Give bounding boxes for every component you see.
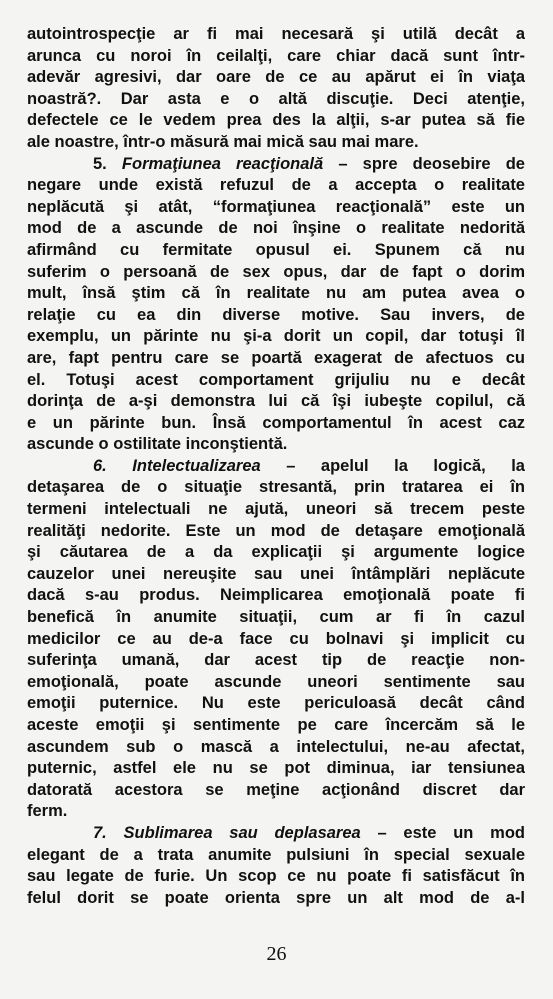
text-line: elegant de a trata anumite pulsiuni în special sexuale — [27, 845, 525, 864]
text-line: datorată acestora se meţine acţionând discret dar — [27, 780, 525, 799]
text-line: dorinţa de a-şi demonstra lui că îşi iubeşte copilul, că — [27, 392, 525, 411]
text-line: ascundem sub o mască a intelectului, ne-au afectat, — [27, 737, 525, 756]
text-line: defectele ce le vedem prea des la alţii, s-ar putea să fie — [27, 111, 525, 130]
text-line: suferim o persoană de sex opus, dar de fapt o dorim — [27, 262, 525, 281]
section-title: Sublimarea sau deplasarea — [123, 823, 361, 842]
text-line: felul dorit se poate orienta spre un alt mod de a-l — [27, 888, 525, 907]
text-line: medicilor ce au de-a face cu bolnavi şi implicit cu — [27, 629, 525, 648]
text-line: exemplu, un părinte nu şi-a dorit un copil, dar totuşi îl — [27, 327, 525, 346]
text-line: emoţională, poate ascunde uneori sentimente sau — [27, 672, 525, 691]
text-line: termeni intelectuali ne ajută, uneori să trecem peste — [27, 500, 525, 519]
text-line: afirmând cu fermitate opusul ei. Spunem că nu — [27, 240, 525, 259]
page-body — [27, 24, 525, 909]
section-lead-text: – este un mod — [360, 823, 525, 842]
text-line: are, fapt pentru care se poartă exagerat de afectuos cu — [27, 348, 525, 367]
section-heading-line — [27, 823, 525, 845]
text-line: aceste emoţii şi sentimente pe care încercăm să le — [27, 716, 525, 734]
text-line: puternic, astfel ele nu se pot diminua, iar tensiunea — [27, 759, 525, 778]
text-line: neplăcută şi atât, “formaţiunea reacţională” este un — [27, 197, 525, 216]
section-number: 5. — [93, 154, 122, 173]
text-line: relaţie cu ea din diverse motive. Sau invers, de — [27, 305, 525, 324]
text-line: dacă s-au produs. Neimplicarea emoţională poate fi — [27, 586, 525, 605]
section-title: Formaţiunea reacţională — [121, 154, 324, 173]
section-number: 7. — [93, 823, 124, 842]
page-number: 26 — [266, 943, 287, 965]
text-line: cauzelor unei nereuşite sau unei întâmplări neplăcute — [27, 564, 525, 583]
text-line: noastră?. Dar asta e o altă discuţie. Deci atenţie, — [27, 89, 525, 108]
text-line: mod de a ascunde de noi înşine o realitate nedorită — [27, 219, 525, 238]
section-lead-text: – spre deosebire de — [323, 154, 525, 173]
text-line: benefică în anumite situaţii, cum ar fi în cazul — [27, 608, 525, 627]
text-line: e un părinte bun. Însă comportamentul în acest caz — [27, 413, 525, 432]
section-title: Intelectualizarea — [132, 456, 261, 475]
text-line: emoţii puternice. Nu este periculoasă decât când — [27, 694, 525, 713]
section-heading-line — [27, 456, 525, 478]
text-line: detaşarea de o situaţie stresantă, prin tratarea ei în — [27, 478, 525, 497]
text-line: realităţi nedorite. Este un mod de detaşare emoţională — [27, 521, 525, 540]
text-line: mult, însă ştim că în realitate nu am putea avea o — [27, 284, 525, 303]
section-heading-line — [27, 154, 525, 176]
section-lead-text: – apelul la logică, la — [260, 456, 525, 475]
text-line: ferm. — [27, 802, 68, 821]
text-line: sau legate de furie. Un scop ce nu poate fi satisfăcut în — [27, 867, 525, 886]
text-line: suferinţa umană, dar acest tip de reacţie non- — [27, 651, 525, 670]
text-line: şi căutarea de a da explicaţii şi argumente logice — [27, 543, 525, 562]
text-line: ale noastre, într-o măsură mai mică sau mai mare. — [27, 132, 419, 151]
text-line: ascunde o ostilitate inconştientă. — [27, 435, 288, 454]
text-line: autointrospecţie ar fi mai necesară şi utilă decât a — [27, 25, 525, 43]
section-number: 6. — [93, 456, 133, 475]
text-line: arunca cu noroi în ceilalţi, care chiar dacă sunt într- — [27, 46, 525, 65]
text-line: adevăr agresivi, dar oare de ce au apărut ei în viaţa — [27, 68, 525, 87]
text-line: negare unde există refuzul de a accepta o realitate — [27, 176, 525, 195]
text-line: el. Totuşi acest comportament grijuliu nu e decât — [27, 370, 525, 389]
